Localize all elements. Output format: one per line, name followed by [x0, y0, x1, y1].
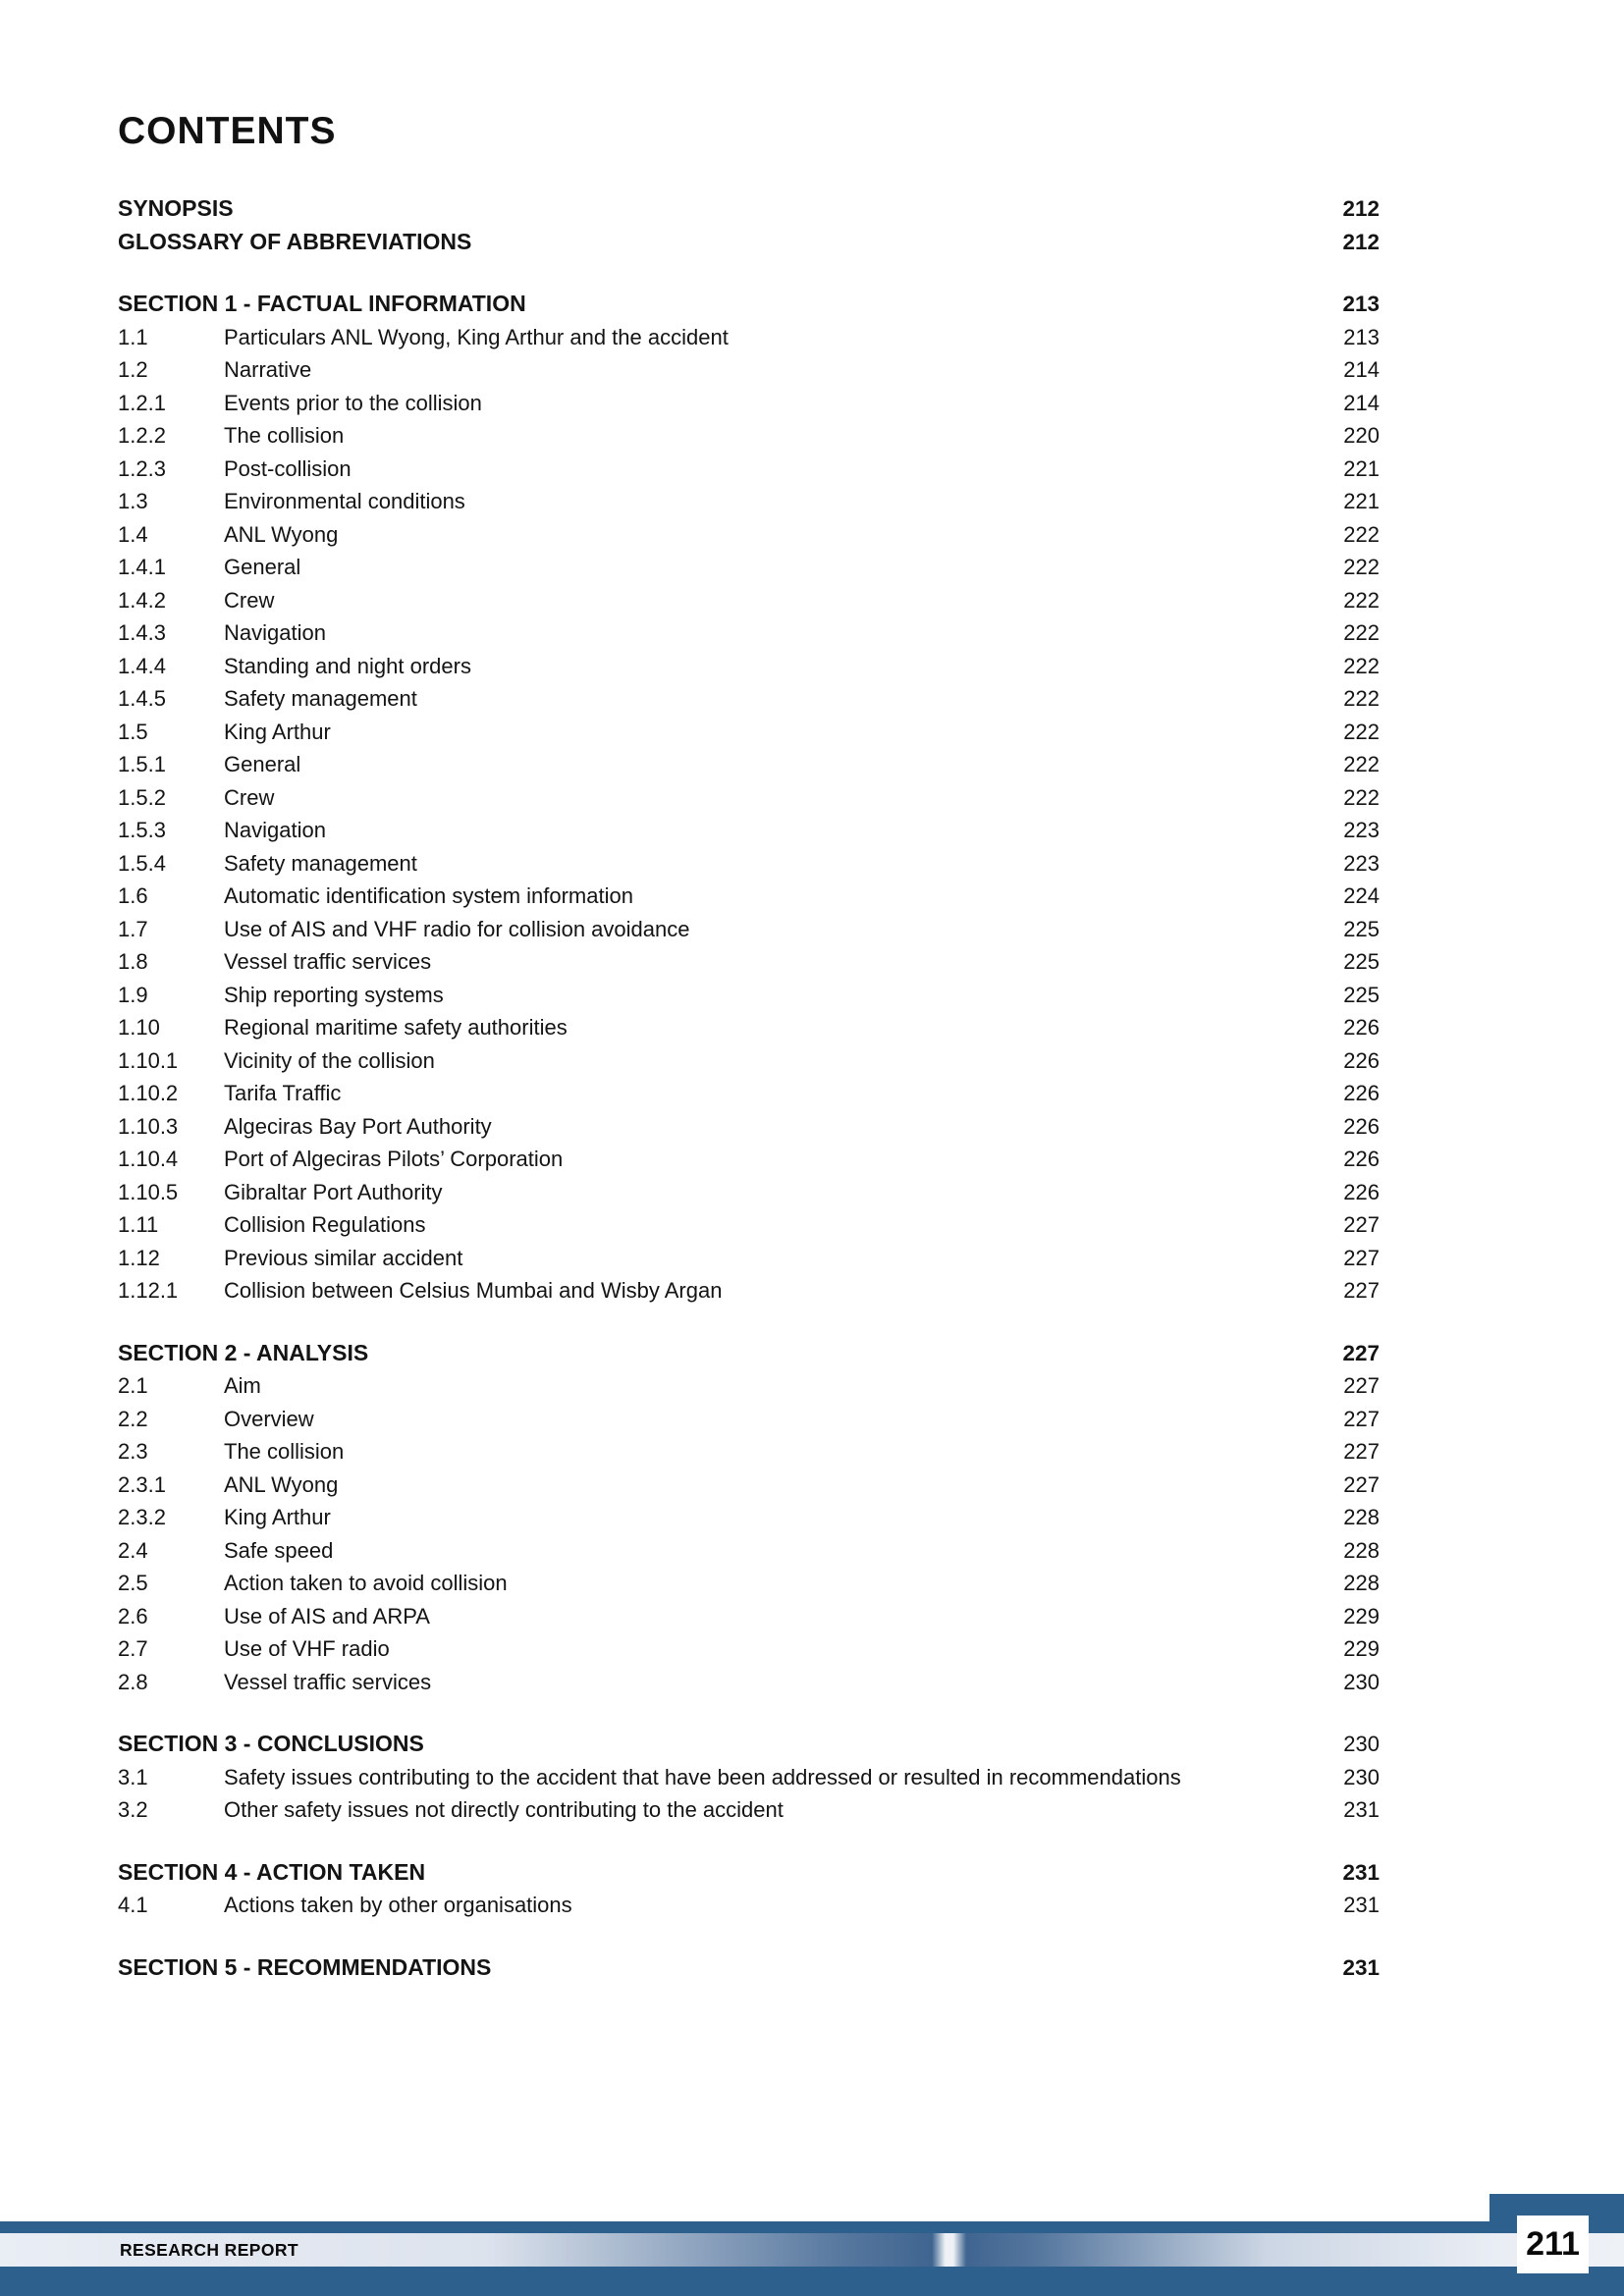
toc-entry-row — [118, 814, 1380, 847]
toc-entry-number: 1.4.5 — [118, 686, 166, 711]
toc-page-number: 228 — [1343, 1571, 1380, 1595]
toc-section-row — [118, 226, 1380, 259]
toc-entry-number: 1.5.2 — [118, 784, 166, 810]
toc-entry-row — [118, 945, 1380, 979]
toc-entry-label: General — [224, 752, 301, 776]
toc-entry-label: Action taken to avoid collision — [224, 1571, 508, 1595]
toc-page-number: 229 — [1343, 1603, 1380, 1629]
toc-entry-number: 1.2.1 — [118, 390, 166, 415]
toc-page-number: 222 — [1343, 653, 1380, 678]
toc-entry-row — [118, 1403, 1380, 1436]
toc-entry-row — [118, 419, 1380, 453]
toc-entry-row — [118, 979, 1380, 1012]
toc-section-label: SYNOPSIS — [118, 195, 234, 221]
toc-entry-label: Actions taken by other organisations — [224, 1893, 572, 1917]
toc-page-number: 225 — [1343, 949, 1380, 974]
toc-entry-label: Events prior to the collision — [224, 390, 482, 415]
toc-page-number: 222 — [1343, 784, 1380, 810]
toc-entry-label: King Arthur — [224, 1505, 331, 1529]
toc-page-number: 230 — [1343, 1669, 1380, 1694]
toc-entry-label: ANL Wyong — [224, 1471, 339, 1497]
toc-section-row — [118, 1337, 1380, 1370]
toc-entry-number: 1.7 — [118, 916, 148, 941]
toc-page-number: 214 — [1343, 390, 1380, 415]
toc-entry-label: Safety issues contributing to the accident that have been addressed or resulted in recommendations — [224, 1764, 1181, 1789]
toc-entry-row — [118, 1274, 1380, 1308]
toc-page-number: 227 — [1343, 1439, 1380, 1464]
toc-page-number: 227 — [1343, 1212, 1380, 1237]
toc-entry-label: Narrative — [224, 357, 312, 382]
toc-section-label: SECTION 3 - CONCLUSIONS — [118, 1731, 424, 1756]
toc-page-number: 213 — [1342, 292, 1380, 316]
toc-entry-number: 1.5 — [118, 719, 148, 744]
toc-entry-label: Navigation — [224, 818, 326, 842]
toc-entry-label: Aim — [224, 1373, 261, 1398]
footer-page-number-box — [1517, 2216, 1589, 2273]
toc-entry-row — [118, 880, 1380, 913]
toc-entry-number: 1.4.4 — [118, 653, 166, 678]
toc-entry-row — [118, 1044, 1380, 1078]
toc-entry-number: 1.9 — [118, 982, 148, 1007]
toc-entry-row — [118, 1567, 1380, 1600]
toc-entry-row — [118, 551, 1380, 584]
toc-section-label: GLOSSARY OF ABBREVIATIONS — [118, 228, 472, 254]
toc-entry-label: Algeciras Bay Port Authority — [224, 1113, 492, 1139]
toc-entry-number: 1.10.2 — [118, 1081, 179, 1105]
toc-entry-label: Tarifa Traffic — [224, 1081, 342, 1105]
toc-entry-row — [118, 1666, 1380, 1699]
toc-entry-number: 1.4.3 — [118, 620, 166, 645]
toc-entry-label: Post-collision — [224, 455, 352, 481]
toc-page-number: 222 — [1343, 555, 1380, 579]
toc-entry-row — [118, 913, 1380, 946]
toc-page-number: 231 — [1343, 1797, 1380, 1822]
toc-entry-row — [118, 1632, 1380, 1666]
toc-entry-number: 1.10.3 — [118, 1113, 179, 1139]
toc-entry-label: Vessel traffic services — [224, 1669, 432, 1694]
toc-entry-row — [118, 616, 1380, 650]
toc-page-number: 227 — [1343, 1278, 1380, 1303]
toc-entry-label: Overview — [224, 1406, 314, 1431]
toc-entry-number: 1.4.1 — [118, 555, 166, 579]
toc-entry-row — [118, 1143, 1380, 1176]
toc-entry-label: Particulars ANL Wyong, King Arthur and the accident — [224, 324, 729, 349]
toc-entry-number: 1.10.4 — [118, 1147, 179, 1171]
toc-page-number: 231 — [1342, 1954, 1380, 1980]
toc-entry-number: 1.4 — [118, 521, 148, 547]
toc-entry-row — [118, 1534, 1380, 1568]
toc-page-number: 222 — [1343, 752, 1380, 776]
toc-entry-row — [118, 748, 1380, 781]
toc-entry-label: Safety management — [224, 850, 417, 876]
toc-entry-row — [118, 485, 1380, 518]
toc-entry-row — [118, 1889, 1380, 1922]
toc-entry-number: 4.1 — [118, 1893, 148, 1917]
toc-entry-row — [118, 1242, 1380, 1275]
table-of-contents — [118, 192, 1380, 1984]
toc-entry-label: Safety management — [224, 686, 417, 711]
toc-entry-row — [118, 1435, 1380, 1468]
toc-page-number: 226 — [1343, 1081, 1380, 1105]
toc-entry-label: Other safety issues not directly contributing to the accident — [224, 1797, 784, 1822]
toc-section-label: SECTION 5 - RECOMMENDATIONS — [118, 1953, 492, 1980]
toc-section-row — [118, 1856, 1380, 1890]
toc-page-number: 223 — [1343, 818, 1380, 842]
toc-entry-row — [118, 1369, 1380, 1403]
toc-entry-number: 1.12 — [118, 1245, 160, 1270]
toc-entry-label: Ship reporting systems — [224, 982, 444, 1007]
footer-bottom-bar — [0, 2267, 1624, 2296]
toc-entry-label: Gibraltar Port Authority — [224, 1179, 443, 1204]
toc-entry-number: 1.2 — [118, 357, 148, 382]
toc-entry-number: 1.12.1 — [118, 1278, 179, 1303]
toc-page-number: 227 — [1342, 1340, 1380, 1365]
toc-entry-label: Use of AIS and VHF radio for collision avoidance — [224, 916, 690, 941]
toc-page-number: 226 — [1343, 1113, 1380, 1139]
footer-report-label: RESEARCH REPORT — [120, 2239, 298, 2260]
toc-entry-row — [118, 353, 1380, 387]
toc-entry-number: 3.1 — [118, 1764, 148, 1789]
toc-entry-number: 1.10.1 — [118, 1047, 179, 1073]
toc-entry-row — [118, 1793, 1380, 1827]
toc-entry-row — [118, 453, 1380, 486]
toc-entry-label: The collision — [224, 423, 345, 448]
toc-page-number: 222 — [1343, 521, 1380, 547]
toc-entry-number: 1.3 — [118, 489, 148, 513]
toc-entry-row — [118, 1208, 1380, 1242]
toc-page-number: 222 — [1343, 620, 1380, 645]
toc-entry-number: 1.1 — [118, 324, 148, 349]
toc-entry-label: Automatic identification system information — [224, 883, 633, 908]
toc-entry-number: 1.2.3 — [118, 455, 166, 481]
toc-page-number: 225 — [1343, 916, 1380, 941]
toc-entry-number: 1.2.2 — [118, 423, 166, 448]
footer-page-number: 211 — [1526, 2225, 1580, 2263]
toc-entry-row — [118, 781, 1380, 815]
toc-entry-label: King Arthur — [224, 719, 331, 744]
toc-entry-row — [118, 1077, 1380, 1110]
toc-section-label: SECTION 2 - ANALYSIS — [118, 1339, 369, 1365]
toc-entry-row — [118, 1501, 1380, 1534]
toc-entry-label: The collision — [224, 1439, 345, 1464]
toc-page-number: 213 — [1343, 324, 1380, 349]
toc-page-number: 214 — [1343, 357, 1380, 382]
toc-entry-number: 3.2 — [118, 1797, 148, 1822]
toc-entry-label: Crew — [224, 587, 275, 613]
toc-entry-number: 2.8 — [118, 1669, 148, 1694]
toc-section-row — [118, 192, 1380, 226]
toc-entry-row — [118, 387, 1380, 420]
toc-page-number: 222 — [1343, 719, 1380, 744]
toc-entry-label: Crew — [224, 784, 275, 810]
toc-entry-label: Navigation — [224, 620, 326, 645]
toc-entry-label: Environmental conditions — [224, 489, 465, 513]
toc-entry-number: 1.8 — [118, 949, 148, 974]
toc-entry-number: 2.3 — [118, 1439, 148, 1464]
toc-entry-label: Collision between Celsius Mumbai and Wisby Argan — [224, 1278, 723, 1303]
toc-entry-row — [118, 1176, 1380, 1209]
toc-entry-label: Regional maritime safety authorities — [224, 1015, 568, 1040]
toc-page-number: 226 — [1343, 1179, 1380, 1204]
toc-entry-number: 1.10.5 — [118, 1179, 179, 1204]
toc-entry-label: Standing and night orders — [224, 653, 471, 678]
toc-entry-label: Use of AIS and ARPA — [224, 1603, 430, 1629]
toc-entry-number: 2.1 — [118, 1373, 148, 1398]
toc-entry-number: 2.6 — [118, 1603, 148, 1629]
toc-page-number: 231 — [1343, 1893, 1380, 1917]
toc-entry-row — [118, 1011, 1380, 1044]
toc-page-number: 230 — [1343, 1732, 1380, 1756]
toc-entry-row — [118, 682, 1380, 716]
toc-entry-label: Use of VHF radio — [224, 1636, 390, 1661]
toc-entry-label: Port of Algeciras Pilots’ Corporation — [224, 1147, 564, 1171]
toc-section-label: SECTION 1 - FACTUAL INFORMATION — [118, 291, 526, 316]
toc-entry-number: 1.4.2 — [118, 587, 166, 613]
toc-page-number: 221 — [1343, 455, 1380, 481]
toc-page-number: 227 — [1343, 1373, 1380, 1398]
toc-entry-row — [118, 1761, 1380, 1794]
footer-top-bar — [0, 2221, 1624, 2233]
toc-entry-number: 1.10 — [118, 1015, 160, 1040]
toc-entry-number: 1.11 — [118, 1212, 159, 1237]
toc-entry-row — [118, 716, 1380, 749]
toc-page-number: 225 — [1343, 982, 1380, 1007]
toc-page-number: 230 — [1343, 1764, 1380, 1789]
toc-entry-number: 1.5.4 — [118, 850, 166, 876]
toc-entry-row — [118, 1600, 1380, 1633]
toc-page-number: 221 — [1343, 489, 1380, 513]
toc-entry-label: Collision Regulations — [224, 1212, 426, 1237]
toc-page-number: 227 — [1343, 1406, 1380, 1431]
toc-entry-number: 2.3.2 — [118, 1505, 166, 1529]
toc-entry-number: 2.7 — [118, 1636, 148, 1661]
toc-entry-label: Safe speed — [224, 1537, 334, 1563]
toc-entry-number: 2.4 — [118, 1537, 148, 1563]
toc-page-number: 229 — [1343, 1636, 1380, 1661]
toc-entry-number: 2.2 — [118, 1406, 148, 1431]
toc-page-number: 222 — [1343, 587, 1380, 613]
toc-entry-number: 1.6 — [118, 883, 148, 908]
page-title: CONTENTS — [118, 110, 337, 152]
toc-page-number: 228 — [1343, 1505, 1380, 1529]
toc-entry-row — [118, 847, 1380, 881]
toc-page-number: 226 — [1343, 1047, 1380, 1073]
toc-entry-number: 2.3.1 — [118, 1471, 166, 1497]
toc-page-number: 227 — [1343, 1245, 1380, 1270]
toc-entry-row — [118, 321, 1380, 354]
toc-page-number: 231 — [1342, 1859, 1380, 1885]
toc-entry-row — [118, 518, 1380, 552]
toc-page-number: 212 — [1342, 229, 1380, 254]
toc-page-number: 222 — [1343, 686, 1380, 711]
toc-page-number: 226 — [1343, 1147, 1380, 1171]
toc-page-number: 223 — [1343, 850, 1380, 876]
toc-entry-label: Previous similar accident — [224, 1245, 463, 1270]
toc-section-row — [118, 1728, 1380, 1761]
toc-entry-row — [118, 650, 1380, 683]
toc-section-row — [118, 1951, 1380, 1985]
footer-gradient-band — [0, 2233, 1624, 2267]
toc-entry-row — [118, 584, 1380, 617]
toc-entry-number: 2.5 — [118, 1571, 148, 1595]
toc-page-number: 227 — [1343, 1471, 1380, 1497]
toc-section-row — [118, 288, 1380, 321]
toc-entry-label: General — [224, 555, 301, 579]
toc-entry-row — [118, 1468, 1380, 1502]
toc-section-label: SECTION 4 - ACTION TAKEN — [118, 1858, 426, 1885]
toc-entry-number: 1.5.3 — [118, 818, 166, 842]
toc-page-number: 212 — [1342, 196, 1380, 221]
toc-entry-row — [118, 1110, 1380, 1144]
toc-entry-number: 1.5.1 — [118, 752, 166, 776]
toc-entry-label: Vessel traffic services — [224, 949, 432, 974]
toc-page-number: 228 — [1343, 1537, 1380, 1563]
toc-entry-label: ANL Wyong — [224, 521, 339, 547]
toc-page-number: 226 — [1343, 1015, 1380, 1040]
toc-entry-label: Vicinity of the collision — [224, 1047, 435, 1073]
toc-page-number: 224 — [1343, 883, 1380, 908]
toc-page-number: 220 — [1343, 423, 1380, 448]
